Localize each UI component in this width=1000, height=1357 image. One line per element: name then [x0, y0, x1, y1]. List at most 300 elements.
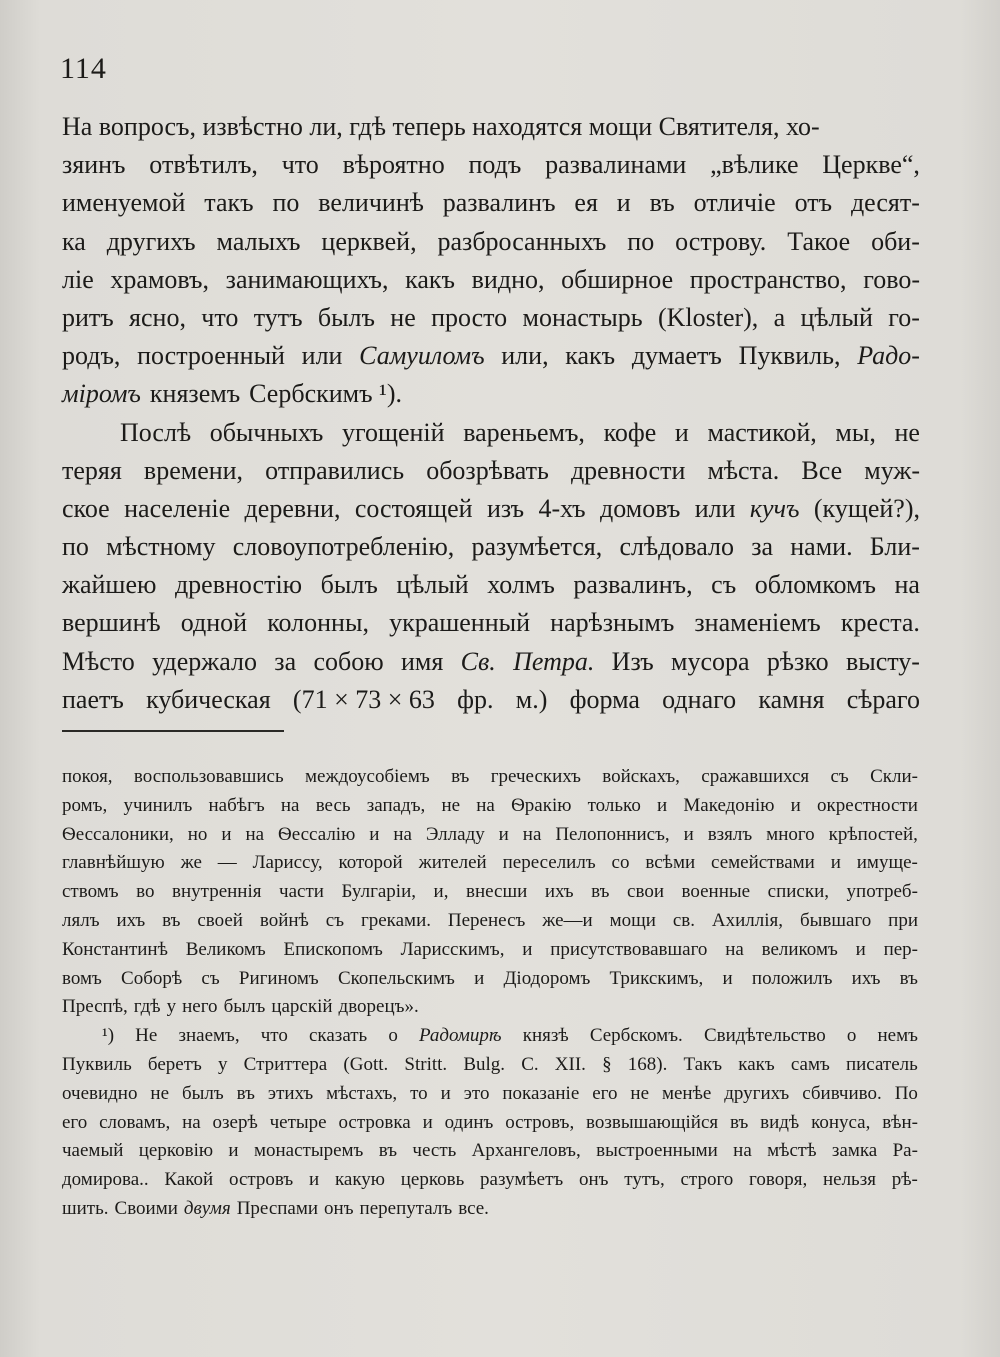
footnote-word: былъ — [181, 1082, 224, 1104]
footnote-word: военные — [681, 881, 751, 903]
footnote-word: въ — [729, 1111, 749, 1133]
footnote-word: одинъ — [444, 1111, 494, 1133]
main-text-word: слѣдовало — [619, 532, 734, 562]
main-text-word: пространство, — [689, 264, 847, 294]
main-text-word: (71 × 73 × 63 — [292, 684, 435, 714]
main-text-word: былъ — [317, 302, 375, 332]
main-text-line — [62, 414, 920, 452]
footnote-word: употреб- — [846, 881, 918, 903]
footnote-word: сбивчиво. — [802, 1082, 882, 1104]
main-text-word: креста. — [840, 608, 920, 638]
main-text-line — [62, 299, 920, 337]
main-text-word: древностію — [174, 570, 303, 600]
main-text-word: паетъ — [62, 684, 124, 714]
main-text-word: рѣзко — [766, 646, 829, 676]
footnote-word: строго — [680, 1169, 734, 1191]
footnote-word: него — [182, 996, 218, 1018]
main-text-word: ясно, — [129, 302, 186, 332]
footnote-word: съ — [830, 766, 849, 787]
main-text-word: храмовъ, — [110, 264, 209, 294]
main-text-line — [62, 146, 920, 184]
footnote-word: его — [62, 1111, 88, 1133]
footnote-word: Свидѣтельство — [703, 1025, 826, 1047]
footnote-word: части — [279, 881, 324, 903]
main-text-word: жайшею — [62, 570, 157, 600]
main-text-word: украшенный — [389, 608, 531, 638]
footnote-word: въ — [899, 967, 918, 989]
main-text-word: го- — [888, 302, 920, 332]
main-text-word: нарѣзнымъ — [550, 608, 675, 638]
main-text-word: нами. — [790, 532, 853, 562]
main-text-word: не — [390, 302, 416, 332]
footnote-word: По — [894, 1082, 918, 1104]
footnote-word: самъ — [790, 1053, 830, 1075]
main-text-word: и — [616, 188, 631, 218]
main-text-word: обломкомъ — [754, 570, 876, 600]
main-text-word: муж- — [864, 455, 920, 485]
footnote-word: замка — [831, 1140, 878, 1162]
main-text-word: не — [894, 417, 920, 447]
footnote-word: онъ — [579, 1169, 609, 1191]
footnote-word: словамъ, — [99, 1111, 171, 1133]
main-text-word: развалинами — [545, 150, 687, 180]
footnote-word: при — [888, 909, 918, 931]
main-text-word: отправились — [265, 455, 405, 485]
footnote-word: во — [136, 881, 155, 903]
footnote-word: и — [683, 823, 694, 845]
footnote-divider — [62, 730, 284, 732]
footnote-word: въ — [162, 909, 181, 931]
footnote-word: положилъ — [751, 967, 833, 989]
main-text-line — [62, 375, 920, 413]
footnote-word: и — [498, 823, 509, 845]
footnote-word: въ — [378, 1140, 398, 1162]
main-text-line — [62, 528, 920, 566]
footnote-word: — — [217, 852, 237, 874]
main-text-word: построенный — [137, 341, 285, 371]
main-text-word: оби- — [871, 226, 920, 256]
main-text-word: зяинъ — [62, 150, 126, 180]
main-text-word: острову. — [675, 226, 767, 256]
footnote-word: разумѣетъ — [480, 1169, 564, 1191]
footnote-line — [62, 1195, 918, 1224]
main-text-word: десят- — [850, 188, 920, 218]
main-text-line — [62, 223, 920, 261]
main-text-line — [62, 566, 920, 604]
main-text-word: ритъ — [62, 302, 114, 332]
footnote-word: менѣе — [661, 1082, 712, 1104]
footnote-word: немъ — [877, 1025, 918, 1047]
main-text-word: съ — [711, 570, 737, 600]
footnote-line — [62, 1137, 918, 1166]
footnote-word: Константинѣ — [62, 938, 168, 960]
main-text-word: отъ — [794, 188, 833, 218]
footnote-word: озерѣ — [212, 1111, 258, 1133]
main-text-word: изъ — [486, 493, 525, 523]
main-text-word: занимающихъ, — [225, 264, 389, 294]
footnote-word: на — [522, 823, 542, 845]
footnote-line — [62, 1080, 918, 1109]
footnote-word: на — [393, 823, 412, 845]
main-text-word: мѣста. — [707, 455, 780, 485]
main-text-word: словоупотребленію, — [232, 532, 455, 562]
footnote-word: только — [587, 794, 641, 816]
footnote-word: мощи — [609, 909, 656, 931]
footnote-word: внутреннія — [172, 881, 262, 903]
main-text-word: обозрѣвать — [426, 455, 549, 485]
main-text-line — [62, 108, 920, 146]
main-text-word: теряя — [62, 455, 122, 485]
main-text-word: деревни, — [244, 493, 341, 523]
footnote-word: писатель — [845, 1053, 918, 1075]
footnote-word: войскахъ, — [602, 766, 680, 787]
main-text-word: Бли- — [869, 532, 920, 562]
footnote-word: Перенесъ — [447, 909, 526, 931]
main-text-word: угощеній — [341, 417, 445, 447]
main-text-word: колонны, — [267, 608, 369, 638]
footnote-word: это — [463, 1082, 490, 1104]
footnote-word: западъ, — [366, 794, 426, 816]
main-text-word: что — [201, 302, 239, 332]
footnote-word: съ — [201, 967, 220, 989]
main-text-word: міромъ — [62, 379, 141, 409]
main-text-word: развалинъ — [442, 188, 556, 218]
main-text-word: Послѣ — [120, 417, 192, 447]
main-text-word: именуемой — [62, 188, 186, 218]
main-text-word: и — [674, 417, 689, 447]
footnote-word: Элладу — [425, 823, 485, 845]
footnote-line — [62, 1051, 918, 1080]
main-text-word: за — [751, 532, 774, 562]
footnote-word: Радомирѣ — [419, 1025, 502, 1047]
footnote-word: и — [309, 1169, 320, 1191]
footnote-word: четыре — [269, 1111, 327, 1133]
main-text-word: тутъ — [253, 302, 303, 332]
footnote-word: возвышающійся — [586, 1111, 719, 1133]
main-text-word: какъ — [405, 264, 455, 294]
footnote-word: § — [602, 1053, 612, 1075]
main-text-word: 4-хъ — [538, 493, 586, 523]
main-text-word: отличіе — [693, 188, 776, 218]
footnote-word: на — [280, 794, 300, 816]
main-text-word: Радо- — [857, 341, 920, 371]
footnote-word: присутствовавшаго — [550, 938, 708, 960]
main-text-word: Сербскимъ ¹). — [249, 379, 403, 409]
main-text-word: знаменіемъ — [694, 608, 821, 638]
footnote-word: междоусобіемъ — [305, 766, 430, 787]
footnote-word: дворецъ». — [338, 996, 419, 1018]
footnote-word: взялъ — [707, 823, 753, 845]
footnote-word: церковію — [138, 1140, 214, 1162]
footnote-word: Не — [135, 1025, 158, 1047]
footnote-word: воспользовавшись — [133, 766, 284, 787]
footnote-word: какъ — [738, 1053, 775, 1075]
main-text-word: сѣраго — [846, 684, 920, 714]
footnote-word: лялъ — [62, 909, 100, 931]
footnote-word: XII. — [554, 1053, 586, 1075]
footnote-word: царскій — [271, 996, 333, 1018]
footnote-word: со — [611, 852, 630, 874]
main-text-word: величинѣ — [318, 188, 424, 218]
footnote-word: очевидно — [62, 1082, 138, 1104]
footnote-word: о — [388, 1025, 398, 1047]
main-text-word: родъ, — [62, 341, 121, 371]
footnote-word: видѣ — [760, 1111, 800, 1133]
footnote-word: C. — [521, 1053, 539, 1075]
footnote-word: крѣпостей, — [828, 823, 918, 845]
footnote-word: Ларисскимъ, — [400, 938, 505, 960]
footnote-word: всѣми — [645, 852, 696, 874]
footnote-word: весь — [315, 794, 351, 816]
footnote-word: островъ, — [505, 1111, 575, 1133]
footnote-word: Такъ — [683, 1053, 723, 1075]
footnote-word: ихъ — [851, 967, 881, 989]
footnote-word: знаемъ, — [178, 1025, 240, 1047]
footnote-word: окрестности — [817, 794, 918, 816]
footnote-line — [62, 1166, 918, 1195]
footnote-line — [62, 878, 918, 907]
main-text-word: думаетъ — [631, 341, 722, 371]
main-text-word: разбросанныхъ — [437, 226, 607, 256]
main-text-word: времени, — [143, 455, 244, 485]
main-text-word: камня — [758, 684, 825, 714]
footnote-word: Ригиномъ — [238, 967, 319, 989]
footnote-word: покоя, — [62, 766, 113, 787]
main-text-word: въ — [649, 188, 675, 218]
main-text-word: за — [274, 646, 297, 676]
footnote-word: чаемый — [62, 1140, 124, 1162]
footnote-word: Ѳракію — [511, 794, 572, 816]
main-text-word: вершинѣ — [62, 608, 161, 638]
footnote-line — [62, 993, 918, 1022]
page-number: 114 — [60, 52, 107, 85]
footnote-word: учинилъ — [123, 794, 193, 816]
main-text-word: обширное — [561, 264, 674, 294]
main-text-word: древности — [570, 455, 686, 485]
main-text-line — [62, 452, 920, 490]
footnote-line — [62, 821, 918, 850]
footnote-line — [62, 1109, 918, 1138]
footnote-word: островъ — [228, 1169, 294, 1191]
footnote-word: внесши — [466, 881, 528, 903]
footnote-word: Преспами — [236, 1197, 319, 1219]
footnote-word: Ра- — [892, 1140, 918, 1162]
footnote-word: имуще- — [856, 852, 918, 874]
main-text-line — [62, 337, 920, 375]
footnote-word: Лариссу, — [252, 852, 323, 874]
footnote-word: конуса, — [811, 1111, 871, 1133]
footnote-word: былъ — [223, 996, 266, 1018]
main-text-word: Мѣсто — [62, 646, 135, 676]
footnote-word: то — [410, 1082, 428, 1104]
main-text-word: На вопросъ, извѣстно ли, гдѣ теперь находятся мощи Святителя, хо- — [62, 112, 820, 141]
main-text-word: по — [272, 188, 300, 218]
footnote-word: перепуталъ — [359, 1197, 453, 1219]
footnote-word: ствомъ — [62, 881, 119, 903]
main-text-word: собою — [313, 646, 384, 676]
footnote-word: Пуквиль — [62, 1053, 132, 1075]
main-text-word: а — [773, 302, 786, 332]
footnote-word: на — [476, 794, 495, 816]
footnote-word: св. — [672, 909, 696, 931]
main-text-word: или — [301, 341, 343, 371]
footnote-word: Македонію — [683, 794, 775, 816]
main-text-word: Такое — [787, 226, 851, 256]
footnote-word: этихъ — [267, 1082, 314, 1104]
main-text-line — [62, 490, 920, 528]
footnote-word: Stritt. — [404, 1053, 448, 1075]
footnote-word: Преспѣ, — [62, 996, 128, 1018]
main-text-word: (Kloster), — [657, 302, 759, 332]
main-text-word: былъ — [320, 570, 378, 600]
main-text-line — [62, 261, 920, 299]
main-text-word: (кущей?), — [813, 493, 920, 523]
footnote-line — [62, 1022, 918, 1051]
main-text-word: Изъ — [611, 646, 654, 676]
footnote-word: 168). — [627, 1053, 668, 1075]
footnote-word: ихъ — [116, 909, 146, 931]
footnote-word: онъ — [324, 1197, 354, 1219]
main-text-word: или — [694, 493, 736, 523]
main-text-line — [62, 643, 920, 681]
footnote-word: островка — [338, 1111, 411, 1133]
footnote-word: честь — [412, 1140, 457, 1162]
footnote-word: князѣ — [522, 1025, 569, 1047]
footnote-word: показаніе — [502, 1082, 580, 1104]
footnote-word: ихъ — [544, 881, 574, 903]
main-text-word: кофе — [603, 417, 657, 447]
footnote-word: другихъ — [724, 1082, 790, 1104]
footnote-line — [62, 907, 918, 936]
footnote-word: его — [592, 1082, 618, 1104]
footnote-line — [62, 965, 918, 994]
main-text-word: ка — [62, 226, 86, 256]
main-text-word: холмъ — [487, 570, 555, 600]
footnote-word: Пелопоннисъ, — [555, 823, 670, 845]
footnote-word: въ — [236, 1082, 255, 1104]
footnote-word: но — [187, 823, 208, 845]
footnote-word: Своими — [114, 1197, 178, 1219]
main-text-word: имя — [400, 646, 444, 676]
footnote-word: и — [790, 794, 801, 816]
main-text-word: Петра. — [513, 646, 595, 676]
main-text-word: кубическая — [146, 684, 271, 714]
footnote-word: и — [221, 823, 232, 845]
footnote-line — [62, 936, 918, 965]
footnote-word: жителей — [418, 852, 487, 874]
footnote-word: не — [441, 794, 461, 816]
main-text-word: другихъ — [106, 226, 196, 256]
footnote-word: сражавшихся — [701, 766, 810, 787]
footnote-word: ¹) — [102, 1025, 115, 1047]
main-text-word: ея — [574, 188, 598, 218]
footnote-word: тутъ, — [624, 1169, 665, 1191]
footnote-word: Скли- — [870, 766, 918, 787]
footnote-word: и, — [433, 881, 449, 903]
main-text-word: церквей, — [321, 226, 417, 256]
footnote-word: и — [422, 1111, 433, 1133]
footnote-word: мѣстѣ — [767, 1140, 817, 1162]
footnote-word: Трикскимъ, — [609, 967, 704, 989]
main-text-word: состоящей — [354, 493, 473, 523]
footnote-word: какую — [334, 1169, 385, 1191]
main-text-word: удержало — [152, 646, 257, 676]
footnote-word: и — [522, 938, 533, 960]
footnote-word: греками. — [360, 909, 431, 931]
footnote-word: которой — [338, 852, 403, 874]
footnote-word: ромъ, — [62, 794, 108, 816]
footnote-word: на — [245, 823, 265, 845]
main-text-line — [62, 681, 920, 719]
footnote-word: беретъ — [147, 1053, 202, 1075]
footnote-word: Стриттера — [243, 1053, 328, 1075]
footnote-word: Bulg. — [463, 1053, 506, 1075]
footnote-word: на — [733, 1140, 752, 1162]
main-text-word: Св. — [460, 646, 496, 676]
footnote-word: въ — [451, 766, 470, 787]
main-text-line — [62, 604, 920, 642]
footnote-line — [62, 849, 918, 878]
footnote-word: вѣн- — [882, 1111, 918, 1133]
main-text-word: такъ — [204, 188, 254, 218]
footnote-word: съ — [325, 909, 345, 931]
footnote-word: двумя — [183, 1197, 231, 1219]
main-text-word: на — [894, 570, 920, 600]
footnote-word: свои — [627, 881, 664, 903]
footnote-word: великомъ — [761, 938, 838, 960]
main-text-word: Все — [801, 455, 843, 485]
footnote-word: переселилъ — [502, 852, 596, 874]
footnote-word: церковь — [400, 1169, 465, 1191]
footnote-word: что — [260, 1025, 288, 1047]
main-text-word: Самуиломъ — [359, 341, 485, 371]
main-text-word: гово- — [863, 264, 920, 294]
footnote-word: же — [180, 852, 202, 874]
footnote-word: Ѳессалію — [278, 823, 356, 845]
main-text-word: однаго — [662, 684, 737, 714]
footnote-word: главнѣйшую — [62, 852, 165, 874]
footnote-word: нельзя — [822, 1169, 876, 1191]
main-text-word: развалинъ, — [573, 570, 693, 600]
footnote-word: у — [166, 996, 177, 1018]
footnote-word: и — [474, 967, 485, 989]
main-text-word: мусора — [671, 646, 750, 676]
footnote-word: на — [725, 938, 744, 960]
footnote-line — [62, 763, 918, 792]
footnote-word: выстроенными — [596, 1140, 718, 1162]
footnote-word: Соборѣ — [121, 967, 183, 989]
main-text-word: вареньемъ, — [463, 417, 585, 447]
footnote-word: же—и — [542, 909, 593, 931]
main-text-word: просто — [431, 302, 508, 332]
main-text-word: монастырь — [522, 302, 643, 332]
main-text-word: мы, — [835, 417, 876, 447]
footnote-word: не — [150, 1082, 170, 1104]
main-text-word: цѣлый — [396, 570, 469, 600]
main-text-word: вѣроятно — [342, 150, 445, 180]
main-text-word: малыхъ — [216, 226, 301, 256]
footnote-word: и — [855, 938, 866, 960]
footnote-word: домирова.. — [62, 1169, 149, 1191]
main-text-word: населеніе — [124, 493, 231, 523]
footnote-word: Діодоромъ — [503, 967, 591, 989]
footnote-word: и — [228, 1140, 239, 1162]
footnote-word: и — [830, 852, 841, 874]
main-text-word: „вѣлике — [710, 150, 799, 180]
footnote-word: сказать — [309, 1025, 368, 1047]
main-text-word: подъ — [468, 150, 522, 180]
footnote-word: греческихъ — [490, 766, 581, 787]
